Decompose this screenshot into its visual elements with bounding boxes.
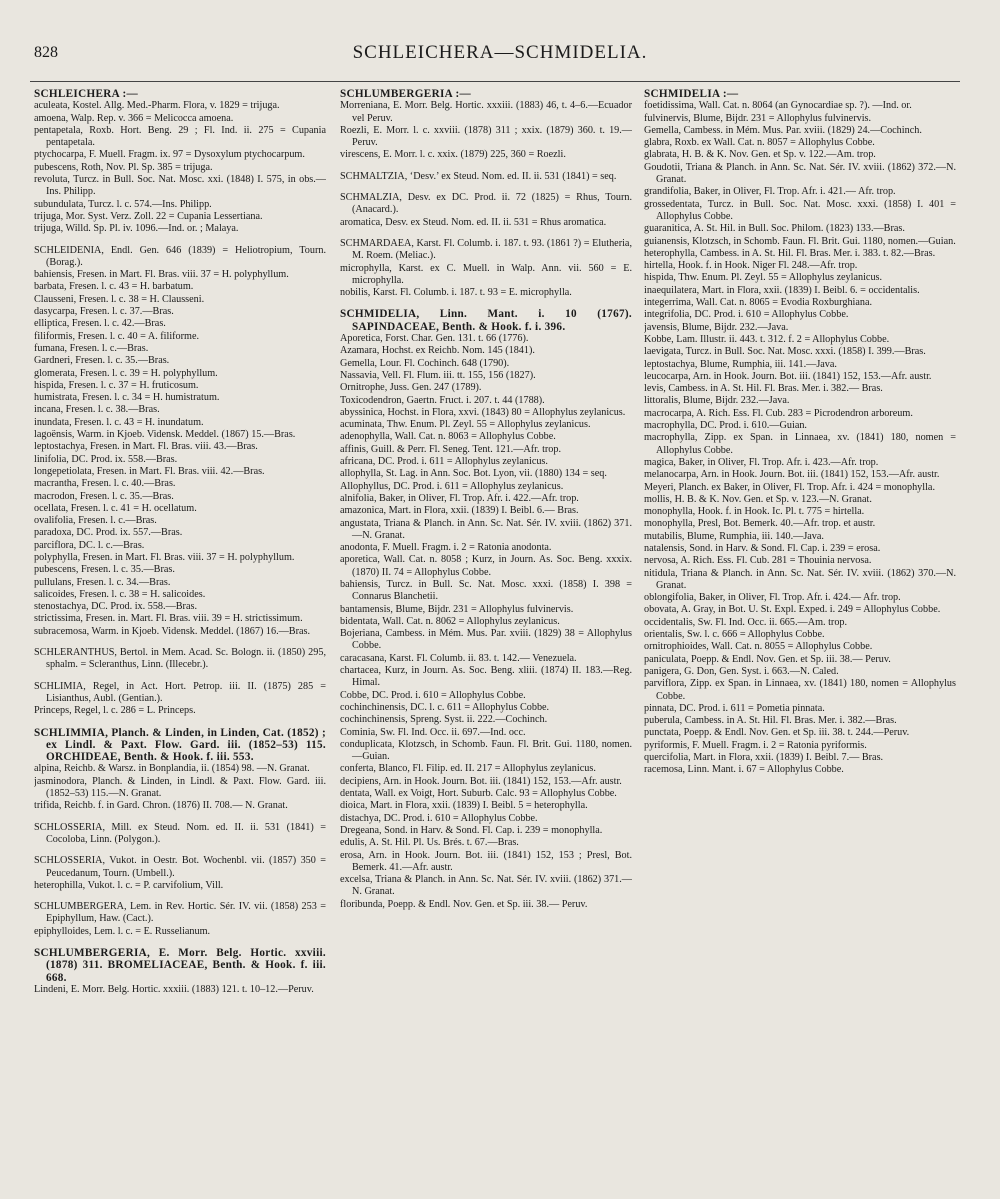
entry: ovalifolia, Fresen. l. c.—Bras. [34,515,157,527]
entry: SCHLIMIA, Regel, in Act. Hort. Petrop. iii. II. (1875) 285 = Lisianthus, Aubl. (Gentian.). [34,680,326,704]
entry: allophylla, St. Lag. in Ann. Soc. Bot. Lyon, vii. (1880) 134 = seq. [340,468,607,480]
entry: nitidula, Triana & Planch. in Ann. Sc. Nat. Sér. IV. xviii. (1862) 370.—N. Granat. [644,567,956,591]
entry-gap [34,236,326,245]
entry: lagoënsis, Warm. in Kjoeb. Vidensk. Meddel. (1867) 15.—Bras. [34,429,296,441]
entry: orientalis, Sw. l. c. 666 = Allophylus Cobbe. [644,629,825,641]
entry: elliptica, Fresen. l. c. 42.—Bras. [34,318,166,330]
genus-heading: SCHLUMBERGERIA :— [340,88,471,100]
entry: erosa, Arn. in Hook. Journ. Bot. iii. (1841) 152, 153 ; Presl, Bot. Bemerk. 41.—Afr. austr. [340,849,632,873]
entry-gap [34,672,326,681]
entry: macrocarpa, A. Rich. Ess. Fl. Cub. 283 = Picrodendron arboreum. [644,407,913,419]
entry: SCHMARDAEA, Karst. Fl. Columb. i. 187. t. 93. (1861 ?) = Elutheria, M. Roem. (Meliac.). [340,237,632,262]
entry: subracemosa, Warm. in Kjoeb. Vidensk. Meddel. (1867) 16.—Bras. [34,625,311,637]
entry-gap [340,183,632,192]
entry: SCHLOSSERIA, Vukot. in Oestr. Bot. Wochenbl. vii. (1857) 350 = Peucedanum, Tourn. (Umbell.). [34,855,326,879]
entry: glabra, Roxb. ex Wall. Cat. n. 8057 = Allophylus Cobbe. [644,137,875,149]
entry: Ornitrophe, Juss. Gen. 247 (1789). [340,382,482,394]
entry: barbata, Fresen. l. c. 43 = H. barbatum. [34,281,194,293]
entry: mutabilis, Blume, Rumphia, iii. 140.—Java. [644,530,824,542]
entry: angustata, Triana & Planch. in Ann. Sc. Nat. Sér. IV. xviii. (1862) 371.—N. Granat. [340,517,632,541]
column-left [34,88,326,1193]
entry: pubescens, Fresen. l. c. 35.—Bras. [34,564,175,576]
entry: SCHMALTZIA, ‘Desv.’ ex Steud. Nom. ed. II. ii. 531 (1841) = seq. [340,170,617,182]
entry: hispida, Thw. Enum. Pl. Zeyl. 55 = Allophylus zeylanicus. [644,272,883,284]
entry-gap [34,813,326,822]
entry: amazonica, Mart. in Flora, xxii. (1839) I. Beibl. 6.— Bras. [340,505,579,517]
entry: polyphylla, Fresen. in Mart. Fl. Bras. viii. 37 = H. polyphyllum. [34,551,295,563]
entry: stenostachya, DC. Prod. ix. 558.—Bras. [34,601,197,613]
entry: excelsa, Triana & Planch. in Ann. Sc. Nat. Sér. IV. xviii. (1862) 371.—N. Granat. [340,874,632,898]
entry: Azamara, Hochst. ex Reichb. Nom. 145 (1841). [340,345,535,357]
entry: panigera, G. Don, Gen. Syst. i. 663.—N. Caled. [644,665,839,677]
entry: integrifolia, DC. Prod. i. 610 = Allophylus Cobbe. [644,309,849,321]
entry: Dregeana, Sond. in Harv. & Sond. Fl. Cap. i. 239 = monophylla. [340,824,603,836]
entry: occidentalis, Sw. Fl. Ind. Occ. ii. 665.—Am. trop. [644,616,848,628]
entry: guaranitica, A. St. Hil. in Bull. Soc. Philom. (1823) 133.—Bras. [644,223,905,235]
entry: SCHLOSSERIA, Mill. ex Steud. Nom. ed. II. ii. 531 (1841) = Cocoloba, Linn. (Polygon.). [34,821,326,845]
entry: macrophylla, DC. Prod. i. 610.—Guian. [644,420,807,432]
entry: Gemella, Lour. Fl. Cochinch. 648 (1790). [340,357,510,369]
entry: incana, Fresen. l. c. 38.—Bras. [34,404,160,416]
entry: aporetica, Wall. Cat. n. 8058 ; Kurz, in Journ. As. Soc. Beng. xxxix. (1870) II. 74 = Allophylus Cobbe. [340,554,632,578]
entry: Kobbe, Lam. Illustr. ii. 443. t. 312. f. 2 = Allophylus Cobbe. [644,333,890,345]
entry: chartacea, Kurz, in Journ. As. Soc. Beng. xliii. (1874) II. 183.—Reg. Himal. [340,665,632,689]
entry-gap [34,846,326,855]
entry: Nassavia, Vell. Fl. Flum. iii. tt. 155, 156 (1827). [340,369,536,381]
entry: adenophylla, Wall. Cat. n. 8063 = Allophylus Cobbe. [340,431,556,443]
entry: macrantha, Fresen. l. c. 40.—Bras. [34,478,176,490]
entry: linifolia, DC. Prod. ix. 558.—Bras. [34,453,178,465]
entry-gap [340,299,632,308]
entry: leptostachya, Fresen. in Mart. Fl. Bras. viii. 43.—Bras. [34,441,258,453]
entry: heterophylla, Cambess. in A. St. Hil. Fl. Bras. Mer. i. 383. t. 82.—Bras. [644,247,936,259]
header-rule [30,81,960,82]
entry: cochinchinensis, Spreng. Syst. ii. 222.—Cochinch. [340,714,548,726]
entry: integerrima, Wall. Cat. n. 8065 = Evodia Roxburghiana. [644,297,873,309]
entry: epiphylloides, Lem. l. c. = E. Russelianum. [34,925,211,937]
entry: virescens, E. Morr. l. c. xxix. (1879) 225, 360 = Roezli. [340,149,566,161]
entry: Bojeriana, Cambess. in Mém. Mus. Par. xviii. (1829) 38 = Allophylus Cobbe. [340,628,632,652]
entry: pubescens, Roth, Nov. Pl. Sp. 385 = trijuga. [34,161,213,173]
entry: parviflora, Zipp. ex Span. in Linnaea, xv. (1841) 180, nomen = Allophylus Cobbe. [644,678,956,702]
entry: fulvinervis, Blume, Bijdr. 231 = Allophylus fulvinervis. [644,112,872,124]
entry: Meyeri, Planch. ex Baker, in Oliver, Fl. Trop. Afr. i. 424 = monophylla. [644,481,936,493]
entry: racemosa, Linn. Mant. i. 67 = Allophylus Cobbe. [644,764,844,776]
entry: trijuga, Mor. Syst. Verz. Zoll. 22 = Cupania Lessertiana. [34,210,263,222]
entry: pentapetala, Roxb. Hort. Beng. 29 ; Fl. Ind. ii. 275 = Cupania pentapetala. [34,124,326,149]
entry: Goudotii, Triana & Planch. in Ann. Sc. Nat. Sér. IV. xviii. (1862) 372.—N. Granat. [644,161,956,186]
entry: distachya, DC. Prod. i. 610 = Allophylus Cobbe. [340,812,538,824]
entry: subundulata, Turcz. l. c. 574.—Ins. Philipp. [34,198,212,210]
entry: oblongifolia, Baker, in Oliver, Fl. Trop. Afr. i. 424.— Afr. trop. [644,592,901,604]
genus-heading: SCHLEICHERA :— [34,88,138,100]
entry: levis, Cambess. in A. St. Hil. Fl. Bras. Mer. i. 382.— Bras. [644,383,883,395]
entry: ornitrophioides, Wall. Cat. n. 8055 = Allophylus Cobbe. [644,641,873,653]
entry: Toxicodendron, Gaertn. Fruct. i. 207. t. 44 (1788). [340,394,545,406]
entry: salicoides, Fresen. l. c. 38 = H. salicoides. [34,588,206,600]
entry-gap [34,638,326,647]
entry: parciflora, DC. l. c.—Bras. [34,539,145,551]
entry: edulis, A. St. Hil. Pl. Us. Brés. t. 67.—Bras. [340,837,519,849]
column-right [644,88,956,1193]
entry: humistrata, Fresen. l. c. 34 = H. humistratum. [34,392,220,404]
entry: obovata, A. Gray, in Bot. U. St. Expl. Exped. i. 249 = Allophylus Cobbe. [644,604,941,616]
entry: magica, Baker, in Oliver, Fl. Trop. Afr. i. 423.—Afr. trop. [644,456,879,468]
entry: Roezli, E. Morr. l. c. xxviii. (1878) 311 ; xxix. (1879) 360. t. 19.—Peruv. [340,124,632,149]
entry: floribunda, Poepp. & Endl. Nov. Gen. et Sp. iii. 38.— Peruv. [340,898,588,910]
entry: nobilis, Karst. Fl. Columb. i. 187. t. 93 = E. microphylla. [340,287,572,299]
entry: inundata, Fresen. l. c. 43 = H. inundatum. [34,416,204,428]
entry: ocellata, Fresen. l. c. 41 = H. ocellatum. [34,502,197,514]
entry: cochinchinensis, DC. l. c. 611 = Allophylus Cobbe. [340,701,550,713]
entry: dioica, Mart. in Flora, xxii. (1839) I. Beibl. 5 = heterophylla. [340,800,588,812]
entry: Clausseni, Fresen. l. c. 38 = H. Clausseni. [34,293,205,305]
entry: paniculata, Poepp. & Endl. Nov. Gen. et Sp. iii. 38.— Peruv. [644,653,891,665]
entry: Allophyllus, DC. Prod. i. 611 = Allophylus zeylanicus. [340,480,564,492]
entry-gap [34,938,326,947]
entry: bahiensis, Turcz. in Bull. Sc. Nat. Mosc. xxxi. (1858) I. 398 = Connarus Blanchetii. [340,578,632,603]
entry: laevigata, Turcz. in Bull. Soc. Nat. Mosc. xxxi. (1858) I. 399.—Bras. [644,346,926,358]
entry: macrodon, Fresen. l. c. 35.—Bras. [34,490,174,502]
entry: paradoxa, DC. Prod. ix. 557.—Bras. [34,527,183,539]
entry: puberula, Cambess. in A. St. Hil. Fl. Bras. Mer. i. 382.—Bras. [644,715,897,727]
entry: conferta, Blanco, Fl. Filip. ed. II. 217 = Allophylus zeylanicus. [340,763,596,775]
genus-heading: SCHLIMMIA, Planch. & Linden, in Linden, Cat. (1852) ; ex Lindl. & Paxt. Flow. Gard. iii. (1852–53) 115. ORCHIDEAE, Benth. & Hook. f. iii. 553. [34,726,326,764]
entry: caracasana, Karst. Fl. Columb. ii. 83. t. 142.— Venezuela. [340,652,577,664]
page-title: SCHLEICHERA—SCHMIDELIA. [352,42,648,63]
entry: jasminodora, Planch. & Linden, in Lindl. & Paxt. Flow. Gard. iii. (1852–53) 115.—N. Granat. [34,775,326,800]
genus-heading: SCHMIDELIA, Linn. Mant. i. 10 (1767). SAPINDACEAE, Benth. & Hook. f. i. 396. [340,308,632,333]
entry: dasycarpa, Fresen. l. c. 37.—Bras. [34,306,174,318]
entry: aromatica, Desv. ex Steud. Nom. ed. II. ii. 531 = Rhus aromatica. [340,216,607,228]
entry: SCHLERANTHUS, Bertol. in Mem. Acad. Sc. Bologn. ii. (1850) 295, sphalm. = Scleranthus, Linn. (Illecebr.). [34,647,326,671]
entry: aculeata, Kostel. Allg. Med.-Pharm. Flora, v. 1829 = trijuga. [34,100,280,112]
entry: alnifolia, Baker, in Oliver, Fl. Trop. Afr. i. 422.—Afr. trop. [340,492,579,504]
entry: bantamensis, Blume, Bijdr. 231 = Allophylus fulvinervis. [340,603,574,615]
entry: natalensis, Sond. in Harv. & Sond. Fl. Cap. i. 239 = erosa. [644,542,881,554]
entry: mollis, H. B. & K. Nov. Gen. et Sp. v. 123.—N. Granat. [644,493,872,505]
entry: Princeps, Regel, l. c. 286 = L. Princeps. [34,705,196,717]
entry: SCHLUMBERGERA, Lem. in Rev. Hortic. Sér. IV. vii. (1858) 253 = Epiphyllum, Haw. (Cact.). [34,901,326,925]
entry: Cominia, Sw. Fl. Ind. Occ. ii. 697.—Ind. occ. [340,726,526,738]
entry: guianensis, Klotzsch, in Schomb. Faun. Fl. Brit. Gui. 1180, nomen.—Guian. [644,235,956,247]
entry: pullulans, Fresen. l. c. 34.—Bras. [34,576,171,588]
entry: trijuga, Willd. Sp. Pl. iv. 1096.—Ind. or. ; Malaya. [34,223,239,235]
entry: anodonta, F. Muell. Fragm. i. 2 = Ratonia anodonta. [340,542,552,554]
entry: quercifolia, Mart. in Flora, xxii. (1839) I. Beibl. 7.— Bras. [644,752,884,764]
entry: strictissima, Fresen. in. Mart. Fl. Bras. viii. 39 = H. strictissimum. [34,613,303,625]
entry: filiformis, Fresen. l. c. 40 = A. filiforme. [34,330,200,342]
entry: bahiensis, Fresen. in Mart. Fl. Bras. viii. 37 = H. polyphyllum. [34,269,289,281]
entry: hispida, Fresen. l. c. 37 = H. fruticosum. [34,379,199,391]
entry: monophylla, Presl, Bot. Bemerk. 40.—Afr. trop. et austr. [644,518,876,530]
entry: javensis, Blume, Bijdr. 232.—Java. [644,321,789,333]
genus-heading: SCHMIDELIA :— [644,88,739,100]
entry: inaequilatera, Mart. in Flora, xxii. (1839) I. Beibl. 6. = occidentalis. [644,284,920,296]
entry: punctata, Poepp. & Endl. Nov. Gen. et Sp. iii. 38. t. 244.—Peruv. [644,727,910,739]
entry: Morreniana, E. Morr. Belg. Hortic. xxxiii. (1883) 46, t. 4–6.—Ecuador vel Peruv. [340,100,632,124]
entry: heterophilla, Vukot. l. c. = P. carvifolium, Vill. [34,879,224,891]
entry: foetidissima, Wall. Cat. n. 8064 (an Gynocardiae sp. ?). —Ind. or. [644,100,912,112]
entry: SCHMALZIA, Desv. ex DC. Prod. ii. 72 (1825) = Rhus, Tourn. (Anacard.). [340,192,632,216]
entry-gap [340,162,632,171]
entry-gap [34,718,326,727]
entry: grandifolia, Baker, in Oliver, Fl. Trop. Afr. i. 421.— Afr. trop. [644,186,896,198]
entry: longepetiolata, Fresen. in Mart. Fl. Bras. viii. 42.—Bras. [34,465,265,477]
genus-heading: SCHLUMBERGERIA, E. Morr. Belg. Hortic. xxviii. (1878) 311. BROMELIACEAE, Benth. & Hook. f. iii. 668. [34,947,326,984]
entry: leucocarpa, Arn. in Hook. Journ. Bot. iii. (1841) 152, 153.—Afr. austr. [644,370,932,382]
column-middle [340,88,632,1193]
entry: revoluta, Turcz. in Bull. Soc. Nat. Mosc. xxi. (1848) I. 575, in obs.—Ins. Philipp. [34,174,326,198]
page-number: 828 [34,44,58,61]
entry: acuminata, Thw. Enum. Pl. Zeyl. 55 = Allophylus zeylanicus. [340,419,591,431]
entry: Aporetica, Forst. Char. Gen. 131. t. 66 (1776). [340,333,529,345]
entry: ptychocarpa, F. Muell. Fragm. ix. 97 = Dysoxylum ptychocarpum. [34,149,305,161]
entry: dentata, Wall. ex Voigt, Hort. Suburb. Calc. 93 = Allophylus Cobbe. [340,788,617,800]
entry: macrophylla, Zipp. ex Span. in Linnaea, xv. (1841) 180, nomen = Allophylus Cobbe. [644,432,956,456]
entry: pyriformis, F. Muell. Fragm. i. 2 = Ratonia pyriformis. [644,739,867,751]
entry: microphylla, Karst. ex C. Muell. in Walp. Ann. vii. 560 = E. microphylla. [340,262,632,286]
entry-gap [34,892,326,901]
entry: grossedentata, Turcz. in Bull. Soc. Nat. Mosc. xxxi. (1858) I. 401 = Allophylus Cobbe. [644,198,956,222]
entry-gap [340,229,632,238]
entry: nervosa, A. Rich. Ess. Fl. Cub. 281 = Thouinia nervosa. [644,555,872,567]
entry: SCHLEIDENIA, Endl. Gen. 646 (1839) = Heliotropium, Tourn. (Borag.). [34,244,326,268]
entry: glomerata, Fresen. l. c. 39 = H. polyphyllum. [34,367,218,379]
entry: leptostachya, Blume, Rumphia, iii. 141.—Java. [644,358,837,370]
entry: conduplicata, Klotzsch, in Schomb. Faun. Fl. Brit. Gui. 1180, nomen.—Guian. [340,738,632,763]
entry: hirtella, Hook. f. in Hook. Niger Fl. 248.—Afr. trop. [644,260,858,272]
entry: pinnata, DC. Prod. i. 611 = Pometia pinnata. [644,702,825,714]
entry: melanocarpa, Arn. in Hook. Journ. Bot. iii. (1841) 152, 153.—Afr. austr. [644,469,940,481]
entry: littoralis, Blume, Bijdr. 232.—Java. [644,395,790,407]
entry: affinis, Guill. & Perr. Fl. Seneg. Tent. 121.—Afr. trop. [340,443,562,455]
running-header [0,40,1000,70]
entry: glabrata, H. B. & K. Nov. Gen. et Sp. v. 122.—Am. trop. [644,149,876,161]
entry: bidentata, Wall. Cat. n. 8062 = Allophylus zeylanicus. [340,615,560,627]
entry: decipiens, Arn. in Hook. Journ. Bot. iii. (1841) 152, 153.—Afr. austr. [340,775,622,787]
entry: Gardneri, Fresen. l. c. 35.—Bras. [34,355,170,367]
entry: Cobbe, DC. Prod. i. 610 = Allophylus Cobbe. [340,689,526,701]
entry: Gemella, Cambess. in Mém. Mus. Par. xviii. (1829) 24.—Cochinch. [644,124,922,136]
entry: fumana, Fresen. l. c.—Bras. [34,342,149,354]
entry: abyssinica, Hochst. in Flora, xxvi. (1843) 80 = Allophylus zeylanicus. [340,406,626,418]
entry: amoena, Walp. Rep. v. 366 = Melicocca amoena. [34,112,234,124]
entry: trifida, Reichb. f. in Gard. Chron. (1876) II. 708.— N. Granat. [34,800,288,812]
entry: alpina, Reichb. & Warsz. in Bonplandia, ii. (1854) 98. —N. Granat. [34,763,310,775]
entry: Lindeni, E. Morr. Belg. Hortic. xxxiii. (1883) 121. t. 10–12.—Peruv. [34,983,314,995]
entry: africana, DC. Prod. i. 611 = Allophylus zeylanicus. [340,456,548,468]
entry: monophylla, Hook. f. in Hook. Ic. Pl. t. 775 = hirtella. [644,506,865,518]
